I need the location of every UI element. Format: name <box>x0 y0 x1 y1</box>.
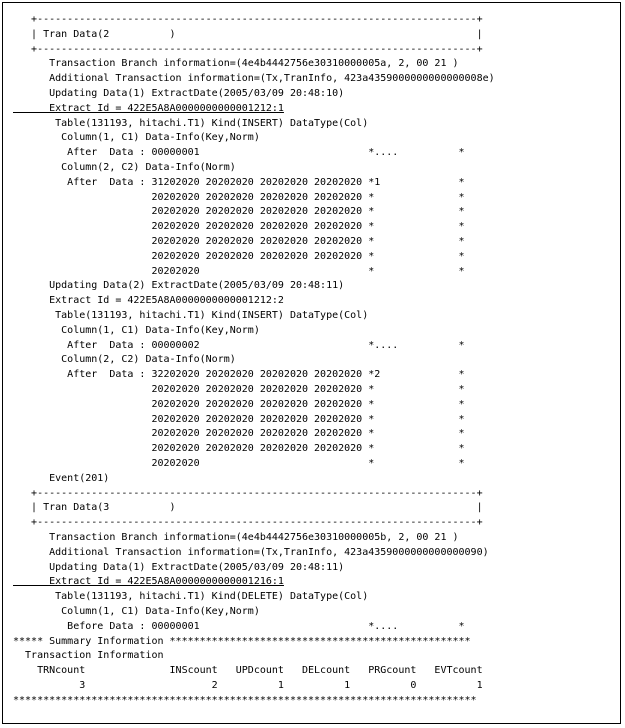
log-line: 20202020 20202020 20202020 20202020 * * <box>13 428 465 440</box>
log-line: 20202020 * * <box>13 458 465 469</box>
log-line: | Tran Data(3 ) | <box>13 502 483 514</box>
log-line: After Data : 00000001 *.... * <box>13 147 465 159</box>
log-line: Extract Id = 422E5A8A0000000000001212:2 <box>13 295 284 307</box>
log-line: Transaction Branch information=(4e4b4442756e30310000005b, 2, 00 21 ) <box>13 532 459 543</box>
log-line: 20202020 20202020 20202020 20202020 * * <box>13 221 465 233</box>
log-line: ***** Summary Information ************************************************** <box>13 635 471 647</box>
log-line: After Data : 31202020 20202020 20202020 20202020 *1 * <box>13 176 465 188</box>
log-line: Column(1, C1) Data-Info(Key,Norm) <box>13 324 260 336</box>
log-line: 20202020 20202020 20202020 20202020 * * <box>13 206 465 218</box>
log-line: +-------------------------------------------------------------------------+ <box>13 14 483 25</box>
log-line: Extract Id = 422E5A8A0000000000001216:1 <box>13 576 284 588</box>
log-line: Column(2, C2) Data-Info(Norm) <box>13 354 236 366</box>
document-frame <box>2 2 621 724</box>
log-line: Column(1, C1) Data-Info(Key,Norm) <box>13 132 260 144</box>
log-line: 20202020 20202020 20202020 20202020 * * <box>13 398 465 410</box>
log-line: Column(2, C2) Data-Info(Norm) <box>13 162 236 173</box>
log-line: After Data : 32202020 20202020 20202020 20202020 *2 * <box>13 369 465 381</box>
log-line: Table(131193, hitachi.T1) Kind(INSERT) DataType(Col) <box>13 310 369 321</box>
log-line: Column(1, C1) Data-Info(Key,Norm) <box>13 606 260 617</box>
log-line: Updating Data(1) ExtractDate(2005/03/09 20:48:11) <box>13 561 345 573</box>
log-line: +-------------------------------------------------------------------------+ <box>13 487 483 499</box>
log-line: +-------------------------------------------------------------------------+ <box>13 43 483 55</box>
log-line: 20202020 20202020 20202020 20202020 * * <box>13 384 465 395</box>
log-line: Before Data : 00000001 *.... * <box>13 620 465 632</box>
log-line: Event(201) <box>13 472 110 484</box>
log-line: Additional Transaction information=(Tx,TranInfo, 423a4359000000000000090) <box>13 546 489 558</box>
log-line: Transaction Branch information=(4e4b4442756e30310000005a, 2, 00 21 ) <box>13 58 459 70</box>
log-line: Extract Id = 422E5A8A0000000000001212:1 <box>13 102 284 114</box>
log-line: +-------------------------------------------------------------------------+ <box>13 517 483 529</box>
log-line: 20202020 20202020 20202020 20202020 * * <box>13 443 465 455</box>
log-line: 20202020 20202020 20202020 20202020 * * <box>13 191 465 203</box>
log-line: 20202020 20202020 20202020 20202020 * * <box>13 413 465 425</box>
log-line: 20202020 20202020 20202020 20202020 * * <box>13 250 465 262</box>
log-line: Table(131193, hitachi.T1) Kind(INSERT) DataType(Col) <box>13 117 369 129</box>
log-line: 3 2 1 1 0 1 <box>13 680 483 691</box>
log-line: Updating Data(2) ExtractDate(2005/03/09 20:48:11) <box>13 280 345 292</box>
log-line: TRNcount INScount UPDcount DELcount PRGcount EVTcount <box>13 665 483 677</box>
log-line: Table(131193, hitachi.T1) Kind(DELETE) DataType(Col) <box>13 591 369 603</box>
log-line: 20202020 * * <box>13 265 465 277</box>
log-line: | Tran Data(2 ) | <box>13 28 483 40</box>
log-line: Additional Transaction information=(Tx,TranInfo, 423a4359000000000000008e) <box>13 73 495 85</box>
log-line: 20202020 20202020 20202020 20202020 * * <box>13 236 465 247</box>
log-line: After Data : 00000002 *.... * <box>13 339 465 351</box>
log-line: Transaction Information <box>13 650 164 662</box>
log-line: ***************************************************************************** <box>13 694 477 706</box>
log-line: Updating Data(1) ExtractDate(2005/03/09 20:48:10) <box>13 88 345 99</box>
